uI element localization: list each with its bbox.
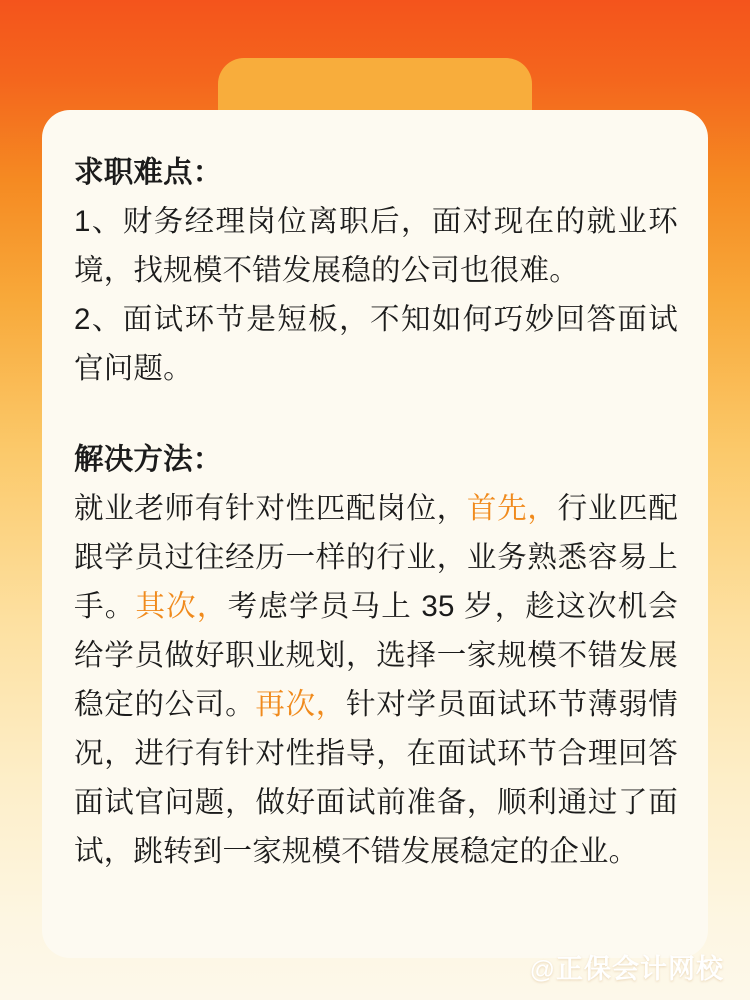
solution-paragraph [74, 484, 678, 876]
watermark-at-symbol: @ [529, 956, 556, 984]
difficulties-heading: 求职难点： [74, 156, 223, 189]
solution-text-part-1: 就业老师有针对性匹配岗位， [74, 492, 467, 525]
solution-text-part-3: 考虑学员马上 35 岁，趁这次机会给学员做好职业规划，选择一家规模不错发展稳定的公司。 [74, 590, 679, 721]
content-card [42, 110, 708, 958]
solution-highlight-first: 首先， [466, 492, 558, 525]
section-solution [74, 435, 678, 876]
section-difficulties [74, 148, 678, 393]
difficulties-item-1: 1、财务经理岗位离职后，面对现在的就业环境，找规模不错发展稳的公司也很难。 [74, 205, 678, 287]
solution-text-part-2: 行业匹配跟学员过往经历一样的行业，业务熟悉容易上手。 [74, 492, 678, 623]
difficulties-item-2: 2、面试环节是短板，不知如何巧妙回答面试官问题。 [74, 303, 678, 385]
watermark-brand: 正保会计网校 [556, 954, 724, 984]
solution-highlight-third: 再次， [255, 688, 347, 721]
solution-highlight-second: 其次， [135, 590, 228, 623]
solution-text-part-4: 针对学员面试环节薄弱情况，进行有针对性指导，在面试环节合理回答面试官问题，做好面试前准备，顺利通过了面试，跳转到一家规模不错发展稳定的企业。 [74, 688, 679, 868]
section-spacer [74, 393, 678, 435]
watermark [530, 947, 724, 986]
solution-heading: 解决方法： [74, 443, 223, 476]
